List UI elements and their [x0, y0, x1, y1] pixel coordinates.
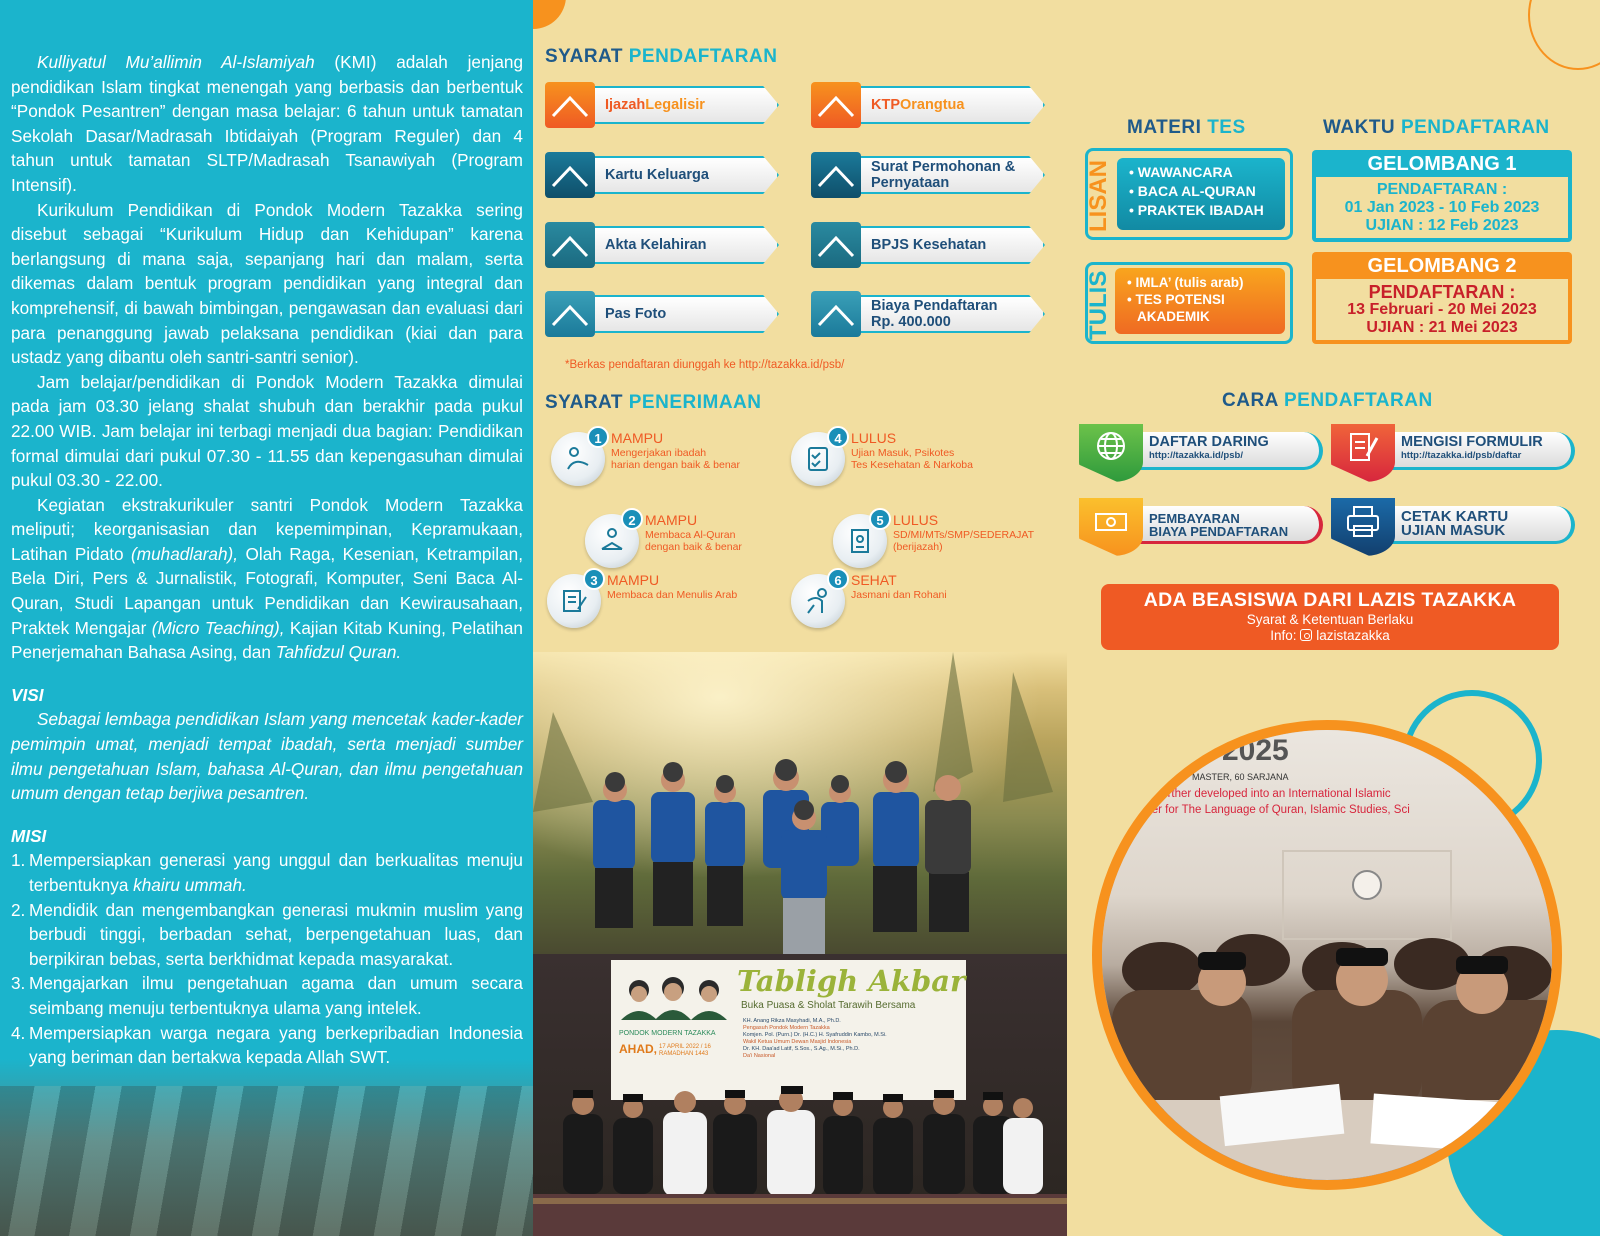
req-kartu-keluarga: Kartu Keluarga [545, 152, 789, 198]
req-akta-kelahiran: Akta Kelahiran [545, 222, 789, 268]
info-panel [0, 0, 533, 1236]
tabligh-akbar-photo [533, 954, 1067, 1236]
instagram-icon [1300, 629, 1312, 641]
req-surat-permohonan: Surat Permohonan & Pernyataan [811, 152, 1055, 198]
daftar-daring-step[interactable]: DAFTAR DARING http://tazakka.id/psb/ [1079, 424, 1327, 486]
document-icon [811, 222, 861, 268]
document-icon [811, 152, 861, 198]
lisan-list: • WAWANCARA • BACA AL-QURAN • PRAKTEK IBADAH [1117, 158, 1285, 230]
about-paragraph-kmi: Kulliyatul Mu’allimin Al-Islamiyah (KMI) adalah jenjang pendidikan Islam tingkat menengah yang berbasis dan berbentuk “Pondok Pesantren” dengan masa belajar: 6 tahun untuk tamatan Sekolah Dasar/Madrasah Ibtidaiyah (Program Reguler) dan 4 tahun untuk tamatan SLTP/Madrasah Tsanawiyah (Program Intensif). [11, 52, 523, 195]
document-icon [545, 291, 595, 337]
req-ktp: KTP Orangtua [811, 82, 1055, 128]
about-paragraph-jam-belajar: Jam belajar/pendidikan di Pondok Modern Tazakka dimulai pada jam 03.30 jelang shalat shubuh dan berakhir pada pukul 22.00 WIB. Jam belajar ini terbagi menjadi dua bagian: Pendidikan formal dimulai dari pukul 07.30 - 11.55 dan kepengasuhan dimulai pukul 03.30 - 22.00. [11, 371, 523, 491]
decor-circle [533, 0, 566, 29]
lisan-label: LISAN [1085, 160, 1112, 232]
syarat-pendaftaran-title: SYARAT PENDAFTARAN [545, 46, 778, 67]
schedule-panel [1067, 0, 1600, 1236]
tulis-list: • IMLA’ (tulis arab) • TES POTENSI AKADEMIK [1115, 268, 1285, 334]
upload-note: *Berkas pendaftaran diunggah ke http://tazakka.id/psb/ [565, 359, 845, 371]
misi-item: 4. Mempersiapkan warga negara yang berkepribadian Indonesia yang beriman dan bertakwa kepada Allah SWT. [11, 1022, 523, 1068]
cara-pendaftaran-title: CARA PENDAFTARAN [1222, 390, 1433, 411]
pembayaran-step[interactable]: PEMBAYARAN BIAYA PENDAFTARAN [1079, 498, 1327, 560]
visi-title: VISI [11, 684, 44, 705]
misi-item: 2. Mendidik dan mengembangkan generasi mukmin muslim yang berbudi tinggi, berbadan sehat, berpengetahuan luas, dan berpikiran bebas, serta berkhidmat kepada masyarakat. [11, 899, 523, 969]
about-paragraph-ekstrakurikuler: Kegiatan ekstrakurikuler santri Pondok Modern Tazakka meliputi; keorganisasian dan kepemimpinan, Kepramukaan, Latihan Pidato (muhadlarah), Olah Raga, Kesenian, Ketrampilan, Bela Diri, Pers & Jurnalistik, Fotografi, Komputer, Seni Baca Al-Quran, Studi Lapangan untuk Pendidikan dan Kewirausahaan, Praktek Mengajar (Micro Teaching), Kajian Kitab Kuning, Pelatihan Penerjemahan Bahasa Asing, dan Tahfidzul Quran. [11, 494, 523, 663]
requirements-panel: SYARAT PENDAFTARAN Ijazah Legalisir KTP Orangtua Kartu Keluarga Surat Permohonan & Pernyataan Akta Kelahiran BPJS Kesehatan Pas Foto Biaya Pendaftaran Rp. 400.000 *Berkas pendaftaran diunggah ke http://tazakka.id/psb/ SYARAT PENERIMAAN 1 MAMPU Mengerjakan ibadah harian dengan baik & benar 2 MAMPU Membaca Al-Quran dengan baik & benar 3 MAMPU Membaca dan Menulis Arab 4 LULUS Ujian Masuk, Psikotes Tes Kesehatan & Narkoba 5 LULUS SD/MI/MTs/SMP/SEDERAJAT (berijazah) 6 SEHAT Jasmani dan Rohani Tabligh Akbar Buka Puasa & Sholat Tarawih Bersama KH. Anang Rikza Masyhadi, M.A., Ph.D. Pengasuh Pondok Modern Tazakka Komjen. Pol. (Purn.) Dr. (H.C.) H. Syafruddin Kambo, M.Si. Wakil Ketua Umum Dewan Masjid Indonesia Dr. KH. Daa'ad Latif, S.Sos., S.Ag., M.Si., Ph.D. Da'i Nasional PONDOK MODERN TAZAKKA AHAD, 17 APRIL 2022 / 16 RAMADHAN 1443 [533, 0, 1067, 1236]
about-text [11, 50, 523, 1070]
printer-icon [1331, 498, 1395, 556]
misi-list [11, 848, 523, 1069]
payment-icon [1079, 498, 1143, 556]
misi-item: 1. Mempersiapkan generasi yang unggul dan berkualitas menuju terbentuknya khairu ummah. [11, 850, 523, 895]
waktu-pendaftaran-title: WAKTU PENDAFTARAN [1323, 117, 1550, 138]
document-icon [811, 82, 861, 128]
visi-text: Sebagai lembaga pendidikan Islam yang mencetak kader-kader pemimpin umat, menjadi tempat ibadah, serta menjadi sumber ilmu pengetahuan Islam, bahasa Al-Quran, dan ilmu pengetahuan umum dengan tetap berjiwa pesantren. [11, 709, 523, 804]
cetak-kartu-step[interactable]: CETAK KARTU UJIAN MASUK [1331, 498, 1579, 560]
misi-item: 3. Mengajarkan ilmu pengetahuan agama dan umum secara seimbang menuju terbentuknya ulama yang intelek. [11, 973, 523, 1018]
tulis-label: TULIS [1085, 270, 1112, 340]
gelombang-2-card: GELOMBANG 2 PENDAFTARAN : 13 Februari - 20 Mei 2023 UJIAN : 21 Mei 2023 [1312, 252, 1572, 344]
students-running-photo [533, 652, 1067, 954]
req-biaya: Biaya Pendaftaran Rp. 400.000 [811, 291, 1055, 337]
document-icon [811, 291, 861, 337]
about-paragraph-kurikulum: Kurikulum Pendidikan di Pondok Modern Tazakka sering disebut sebagai “Kurikulum Hidup dan Kehidupan” karena berlangsung di mana saja, sepanjang hari dan malam, serta dikemas dalam bentuk program pendidikan yang integral dan komprehensif, di bawah bimbingan, pengawasan dan evaluasi dari para penanggung jawab pelaksana pendidikan (kiai dan para ustadz yang dibantu oleh santri-santri senior). [11, 199, 523, 368]
instagram-handle[interactable]: lazistazakka [1316, 628, 1390, 643]
globe-icon [1079, 424, 1143, 482]
misi-title: MISI [11, 825, 47, 846]
req-bpjs: BPJS Kesehatan [811, 222, 1055, 268]
beasiswa-banner: ADA BEASISWA DARI LAZIS TAZAKKA Syarat & Ketentuan Berlaku Info: lazistazakka [1101, 584, 1559, 650]
form-icon [1331, 424, 1395, 482]
req-pas-foto: Pas Foto [545, 291, 789, 337]
req-ijazah: Ijazah Legalisir [545, 82, 789, 128]
gelombang-1-card: GELOMBANG 1 PENDAFTARAN : 01 Jan 2023 - 10 Feb 2023 UJIAN : 12 Feb 2023 [1312, 150, 1572, 242]
decor-arc [1528, 0, 1600, 70]
mengisi-formulir-step[interactable]: MENGISI FORMULIR http://tazakka.id/psb/daftar [1331, 424, 1579, 486]
syarat-penerimaan-title: SYARAT PENERIMAAN [545, 392, 762, 413]
materi-tes-title: MATERI TES [1127, 117, 1246, 138]
event-banner: Tabligh Akbar Buka Puasa & Sholat Tarawih Bersama KH. Anang Rikza Masyhadi, M.A., Ph.D. Pengasuh Pondok Modern Tazakka Komjen. Pol. (Purn.) Dr. (H.C.) H. Syafruddin Kambo, M.Si. Wakil Ketua Umum Dewan Masjid Indonesia Dr. KH. Daa'ad Latif, S.Sos., S.Ag., M.Si., Ph.D. Da'i Nasional PONDOK MODERN TAZAKKA AHAD, 17 APRIL 2022 / 16 RAMADHAN 1443 [611, 960, 966, 1100]
document-icon [545, 222, 595, 268]
classroom-photo: 2025 MASTER, 60 SARJANA be further developed into an International Islamic center for The Language of Quran, Islamic Studies, Sci [1092, 720, 1562, 1190]
document-icon [545, 82, 595, 128]
document-icon [545, 152, 595, 198]
